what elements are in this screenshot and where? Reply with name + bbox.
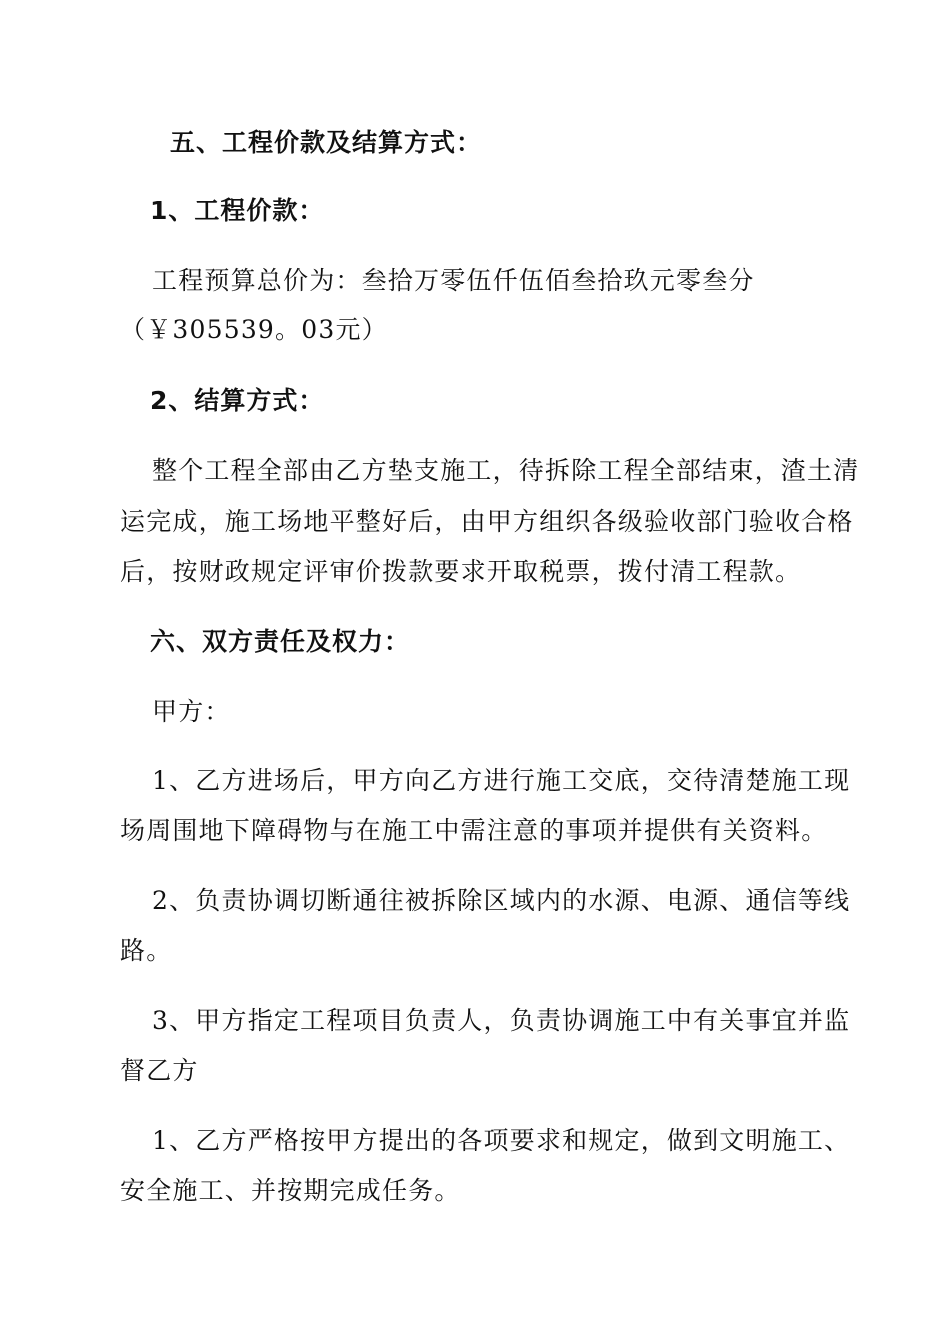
- list-item-line: 安全施工、并按期完成任务。: [120, 1176, 461, 1205]
- section-6-heading: 六、双方责任及权力：: [150, 627, 411, 656]
- settlement-text-line-3: 后，按财政规定评审价拨款要求开取税票，拨付清工程款。: [120, 557, 802, 586]
- subsection-1-heading: 1、工程价款：: [150, 196, 325, 225]
- section-5-heading: 五、工程价款及结算方式：: [170, 128, 483, 157]
- list-item-line: 2、负责协调切断通往被拆除区域内的水源、电源、通信等线: [152, 886, 851, 915]
- list-item-line: 路。: [120, 936, 173, 965]
- list-item-line: 1、乙方进场后，甲方向乙方进行施工交底，交待清楚施工现: [152, 766, 851, 795]
- settlement-text-line-2: 运完成，施工场地平整好后，由甲方组织各级验收部门验收合格: [120, 507, 854, 536]
- budget-amount-text: （￥305539。03元）: [120, 315, 388, 344]
- subsection-2-heading: 2、结算方式：: [150, 386, 325, 415]
- budget-total-text: 工程预算总价为：叁拾万零伍仟伍佰叁拾玖元零叁分: [152, 266, 755, 295]
- list-item-line: 场周围地下障碍物与在施工中需注意的事项并提供有关资料。: [120, 816, 828, 845]
- list-item-line: 1、乙方严格按甲方提出的各项要求和规定，做到文明施工、: [152, 1126, 851, 1155]
- party-a-label: 甲方：: [152, 697, 231, 726]
- settlement-text-line-1: 整个工程全部由乙方垫支施工，待拆除工程全部结束，渣土清: [152, 456, 860, 485]
- list-item-line: 3、甲方指定工程项目负责人，负责协调施工中有关事宜并监: [152, 1006, 851, 1035]
- list-item-line: 督乙方: [120, 1056, 199, 1085]
